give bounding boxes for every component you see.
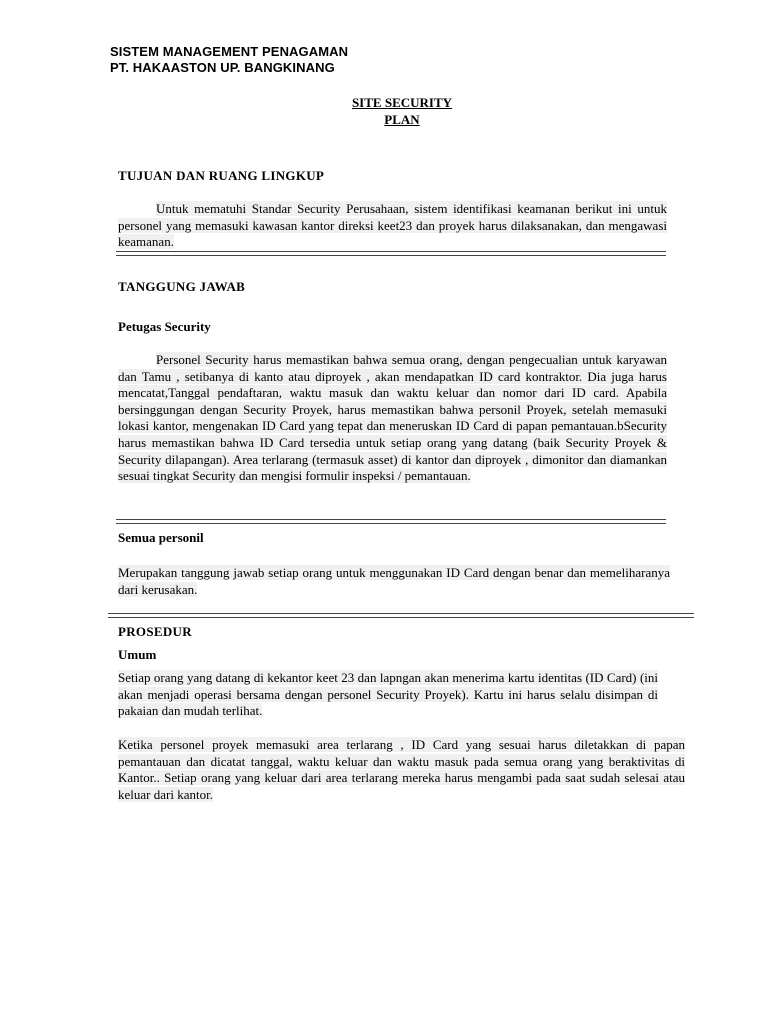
- paragraph-umum-2: [118, 737, 685, 803]
- paragraph-text: Merupakan tanggung jawab setiap orang untuk menggunakan ID Card dengan benar dan memeliharanya dari kerusakan.: [118, 565, 670, 597]
- section-heading-tujuan: TUJUAN DAN RUANG LINGKUP: [118, 168, 325, 183]
- section-divider: [116, 251, 666, 256]
- subheading-umum: Umum: [118, 647, 157, 662]
- document-title-line1: SITE SECURITY: [351, 95, 453, 110]
- company-unit: PT. HAKAASTON UP. BANGKINANG: [110, 60, 335, 75]
- section-divider: [108, 613, 694, 618]
- paragraph-text: Untuk mematuhi Standar Security Perusahaan, sistem identifikasi keamanan berikut ini untuk personel yang memasuki kawasan kantor direksi keet23 dan proyek harus dilaksanakan, dan mengawasi keamanan.: [118, 201, 667, 250]
- section-heading-tanggung-jawab: TANGGUNG JAWAB: [118, 279, 246, 294]
- section-heading-prosedur: PROSEDUR: [118, 624, 192, 639]
- document-title-line2: PLAN: [384, 112, 420, 127]
- paragraph-semua-personil: [118, 565, 670, 598]
- paragraph-text: Personel Security harus memastikan bahwa semua orang, dengan pengecualian untuk karyawan dan Tamu , setibanya di kanto atau diproyek , akan mendapatkan ID card kontraktor. Dia juga harus mencatat,Tanggal pendaftaran, waktu masuk dan waktu keluar dan nomor dari ID card. Apabila bersinggungan dengan Security Proyek, harus memastikan bahwa personil Proyek, setelah memasuki lokasi kantor, mengenakan ID Card yang tepat dan meneruskan ID Card di papan pemantauan.bSecurity harus memastikan bahwa ID Card tersedia untuk setiap orang yang datang (baik Security Proyek & Security dilapangan). Area terlarang (termasuk asset) di kantor dan diproyek , dimonitor dan diamankan sesuai tingkat Security dan mengisi formulir inspeksi / pemantauan.: [118, 352, 667, 484]
- paragraph-text: Setiap orang yang datang di kekantor keet 23 dan lapngan akan menerima kartu identitas (ID Card) (ini akan menjadi operasi bersama dengan personel Security Proyek). Kartu ini harus selalu disimpan di pakaian dan mudah terlihat.: [118, 670, 658, 719]
- section-paragraph-tujuan: [118, 201, 667, 251]
- paragraph-text: Ketika personel proyek memasuki area terlarang , ID Card yang sesuai harus diletakkan di papan pemantauan dan dicatat tanggal, waktu keluar dan waktu masuk pada semua orang yang beraktivitas di Kantor.. Setiap orang yang keluar dari area terlarang mereka harus mengambi pada saat sudah selesai atau keluar dari kantor.: [118, 737, 685, 802]
- paragraph-umum-1: [118, 670, 658, 720]
- subheading-semua-personil: Semua personil: [118, 530, 204, 545]
- company-name: SISTEM MANAGEMENT PENAGAMAN: [110, 44, 349, 59]
- section-divider: [116, 519, 666, 524]
- paragraph-petugas-security: [118, 352, 667, 485]
- subheading-petugas-security: Petugas Security: [118, 319, 211, 334]
